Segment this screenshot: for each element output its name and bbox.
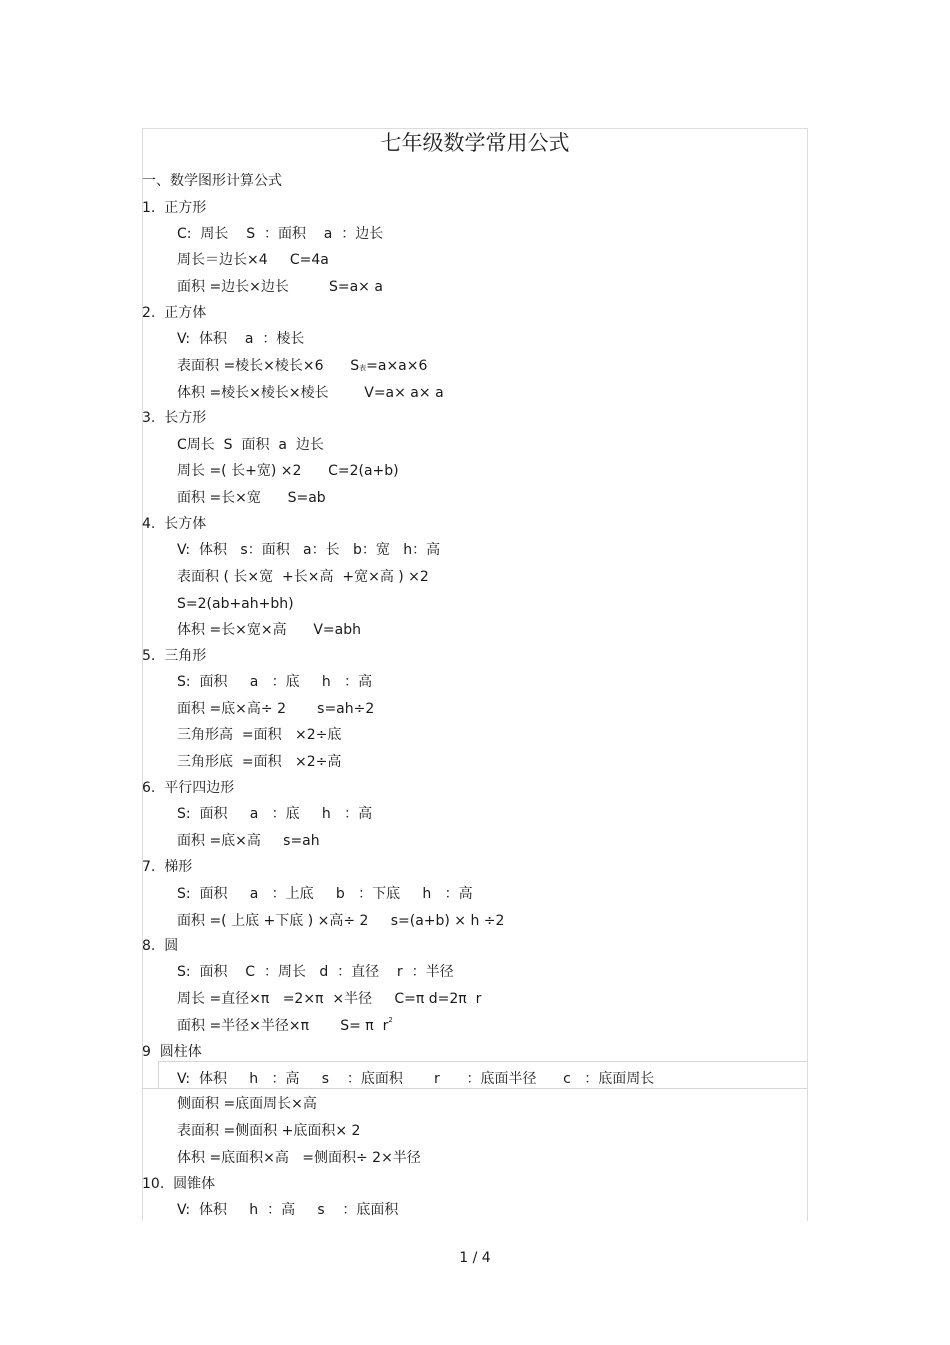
formula-line: 三角形底 =面积 ×2÷高 (177, 754, 342, 770)
item-heading-cylinder: 9 圆柱体 (142, 1044, 202, 1060)
item-heading-cube: 2. 正方体 (142, 305, 207, 321)
formula-line: V: 体积 s：面积 a：长 b：宽 h：高 (177, 542, 441, 558)
subscript: 表 (359, 364, 367, 372)
formula-line: 面积 =( 上底 +下底 ) ×高÷ 2 s=(a+b) × h ÷2 (177, 913, 505, 929)
item-heading-square: 1. 正方形 (142, 200, 207, 216)
formula-line: V: 体积 h ：高 s ：底面积 r ：底面半径 c ：底面周长 (177, 1071, 655, 1087)
item-heading-cuboid: 4. 长方体 (142, 516, 207, 532)
superscript: 2 (388, 1016, 393, 1024)
formula-line: S: 面积 a ：底 h ：高 (177, 806, 373, 822)
formula-line: 表面积 =侧面积 +底面积× 2 (177, 1123, 361, 1139)
item-heading-parallelogram: 6. 平行四边形 (142, 780, 235, 796)
formula-line: 周长＝边长×4 C=4a (177, 252, 329, 268)
formula-line: 侧面积 =底面周长×高 (177, 1096, 317, 1112)
formula-line: S: 面积 a ：底 h ：高 (177, 674, 373, 690)
formula-line: V: 体积 h ：高 s ：底面积 (177, 1202, 399, 1218)
page-number: 1 / 4 (459, 1250, 491, 1266)
item-heading-rectangle: 3. 长方形 (142, 410, 207, 426)
formula-line: 面积 =底×高÷ 2 s=ah÷2 (177, 701, 375, 717)
formula-line: 体积 =底面积×高 =侧面积÷ 2×半径 (177, 1150, 421, 1166)
formula-line: S=2(ab+ah+bh) (177, 596, 294, 612)
formula-line: 面积 =边长×边长 S=a× a (177, 279, 383, 295)
page-title: 七年级数学常用公式 (380, 131, 570, 155)
formula-line: 表面积 ( 长×宽 +长×高 +宽×高 ) ×2 (177, 569, 429, 585)
formula-line: S: 面积 C ：周长 d ：直径 r ：半径 (177, 964, 454, 980)
formula-text: 面积 =半径×半径×π S= π r (177, 1018, 389, 1034)
formula-line: 周长 =直径×π =2×π ×半径 C=π d=2π r (177, 991, 482, 1007)
formula-line: 体积 =棱长×棱长×棱长 V=a× a× a (177, 385, 444, 401)
formula-text: =a×a×6 (366, 358, 428, 374)
formula-line (177, 1016, 393, 1038)
item-heading-triangle: 5. 三角形 (142, 648, 207, 664)
formula-line: 三角形高 =面积 ×2÷底 (177, 727, 342, 743)
formula-line: 周长 =( 长+宽) ×2 C=2(a+b) (177, 463, 399, 479)
item-heading-circle: 8. 圆 (142, 938, 179, 954)
formula-line: 面积 =长×宽 S=ab (177, 490, 326, 506)
item-heading-cone: 10. 圆锥体 (142, 1176, 216, 1192)
formula-line: C周长 S 面积 a 边长 (177, 437, 324, 453)
formula-line: V: 体积 a ：棱长 (177, 331, 305, 347)
formula-line: 面积 =底×高 s=ah (177, 833, 320, 849)
formula-line: 体积 =长×宽×高 V=abh (177, 622, 361, 638)
section-heading: 一、数学图形计算公式 (142, 173, 282, 189)
formula-line: C: 周长 S ：面积 a ：边长 (177, 226, 384, 242)
formula-line (177, 356, 427, 378)
formula-text: 表面积 =棱长×棱长×6 S (177, 358, 360, 374)
item-heading-trapezoid: 7. 梯形 (142, 859, 193, 875)
formula-line: S: 面积 a ：上底 b ：下底 h ：高 (177, 886, 473, 902)
